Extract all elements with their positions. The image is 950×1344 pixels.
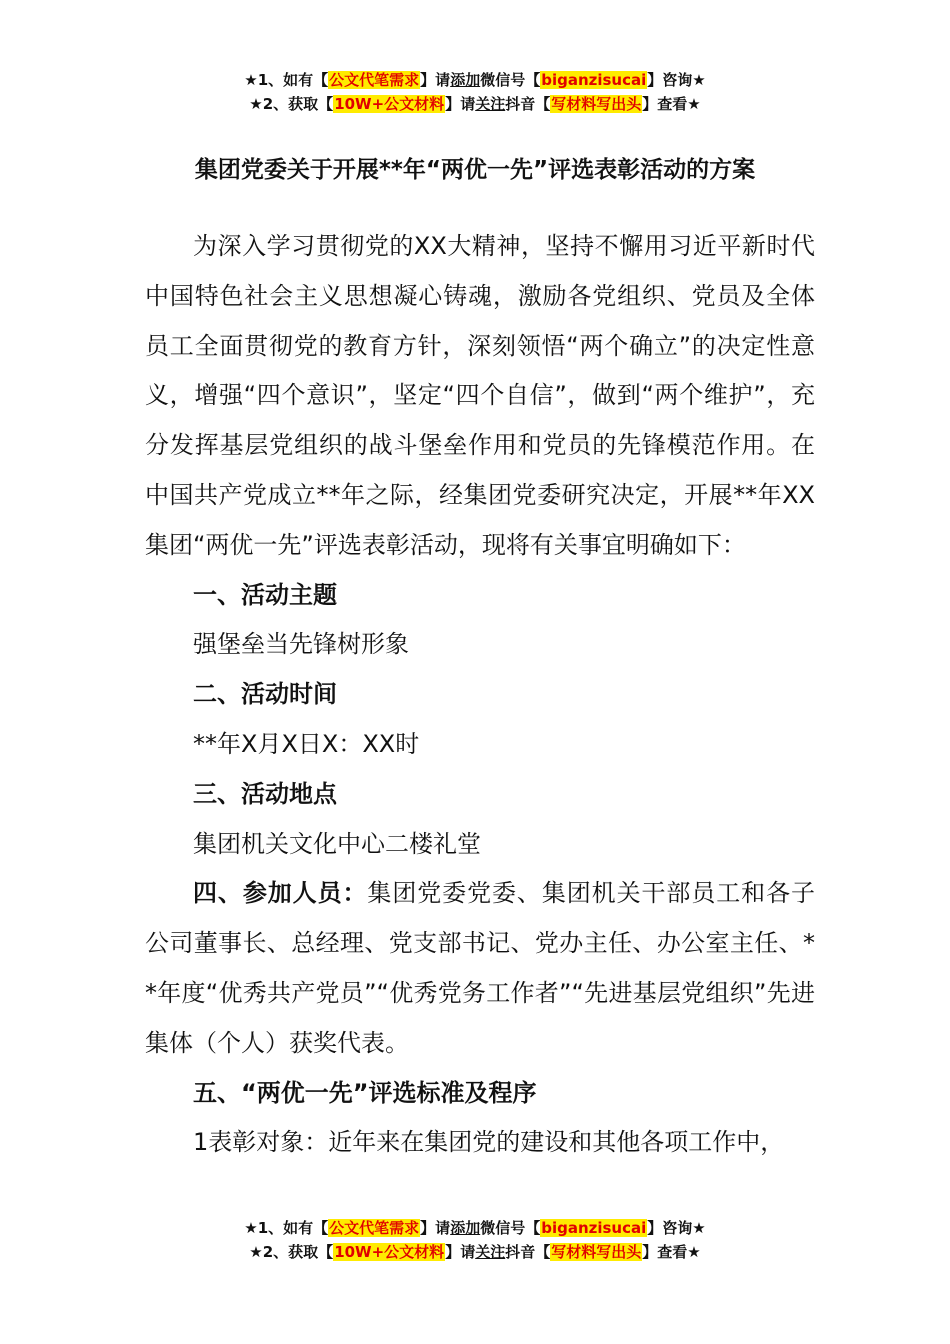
document-body bbox=[145, 222, 815, 1168]
banner-text: 抖音【 bbox=[505, 95, 551, 113]
banner-text: 】请 bbox=[420, 71, 451, 89]
banner-text: 】查看★ bbox=[642, 1243, 701, 1261]
banner-highlight: 公文代笔需求 bbox=[329, 1219, 420, 1237]
banner-highlight: 写材料写出头 bbox=[551, 1243, 642, 1261]
section-2-content: **年X月X日X：XX时 bbox=[193, 729, 420, 758]
banner-text: 微信号【 bbox=[480, 1219, 541, 1237]
banner-underlined: 关注 bbox=[475, 1243, 506, 1261]
banner-highlight: 10W+公文材料 bbox=[334, 95, 445, 113]
section-5-item-1: 1表彰对象：近年来在集团党的建设和其他各项工作中， bbox=[193, 1128, 785, 1157]
banner-text: ★1、如有【 bbox=[244, 1219, 329, 1237]
section-5-heading: 五、“两优一先”评选标准及程序 bbox=[193, 1078, 537, 1107]
banner-highlight: biganzisucai bbox=[541, 71, 647, 89]
banner-underlined: 添加 bbox=[450, 71, 481, 89]
section-1-heading: 一、活动主题 bbox=[193, 580, 337, 609]
section-3-heading: 三、活动地点 bbox=[193, 779, 337, 808]
banner-highlight: 10W+公文材料 bbox=[334, 1243, 445, 1261]
banner-text: ★2、获取【 bbox=[249, 1243, 334, 1261]
banner-underlined: 添加 bbox=[450, 1219, 481, 1237]
banner-line-2 bbox=[0, 1240, 950, 1264]
banner-line-1 bbox=[0, 1216, 950, 1240]
banner-highlight: 公文代笔需求 bbox=[329, 71, 420, 89]
banner-underlined: 关注 bbox=[475, 95, 506, 113]
banner-text: ★1、如有【 bbox=[244, 71, 329, 89]
intro-paragraph: 为深入学习贯彻党的XX大精神，坚持不懈用习近平新时代中国特色社会主义思想凝心铸魂，激励各党组织、党员及全体员工全面贯彻党的教育方针，深刻领悟“两个确立”的决定性意义，增强“四个意识”，坚定“四个自信”，做到“两个维护”，充分发挥基层党组织的战斗堡垒作用和党员的先锋模范作用。在中国共产党成立**年之际，经集团党委研究决定，开展**年XX集团“两优一先”评选表彰活动，现将有关事宜明确如下： bbox=[145, 232, 815, 559]
document-title: 集团党委关于开展**年“两优一先”评选表彰活动的方案 bbox=[194, 157, 756, 183]
banner-text: 】咨询★ bbox=[647, 71, 706, 89]
section-3-content: 集团机关文化中心二楼礼堂 bbox=[193, 829, 481, 858]
section-1-content: 强堡垒当先锋树形象 bbox=[193, 630, 409, 659]
section-4-label: 四、参加人员： bbox=[193, 879, 368, 908]
banner-text: 】请 bbox=[445, 1243, 476, 1261]
banner-text: ★2、获取【 bbox=[249, 95, 334, 113]
banner-highlight: 写材料写出头 bbox=[551, 95, 642, 113]
section-2-heading: 二、活动时间 bbox=[193, 680, 337, 709]
banner-text: 】咨询★ bbox=[647, 1219, 706, 1237]
section-4-paragraph bbox=[145, 869, 815, 1068]
banner-text: 微信号【 bbox=[480, 71, 541, 89]
banner-line-2 bbox=[0, 92, 950, 116]
banner-text: 抖音【 bbox=[505, 1243, 551, 1261]
section-4-content: 集团党委党委、集团机关干部员工和各子公司董事长、总经理、党支部书记、党办主任、办公室主任、**年度“优秀共产党员”“优秀党务工作者”“先进基层党组织”先进集体（个人）获奖代表。 bbox=[145, 879, 816, 1057]
banner-text: 】请 bbox=[420, 1219, 451, 1237]
banner-line-1 bbox=[0, 68, 950, 92]
banner-text: 】请 bbox=[445, 95, 476, 113]
bottom-banner bbox=[0, 1216, 950, 1264]
top-banner bbox=[0, 68, 950, 116]
banner-text: 】查看★ bbox=[642, 95, 701, 113]
banner-highlight: biganzisucai bbox=[541, 1219, 647, 1237]
